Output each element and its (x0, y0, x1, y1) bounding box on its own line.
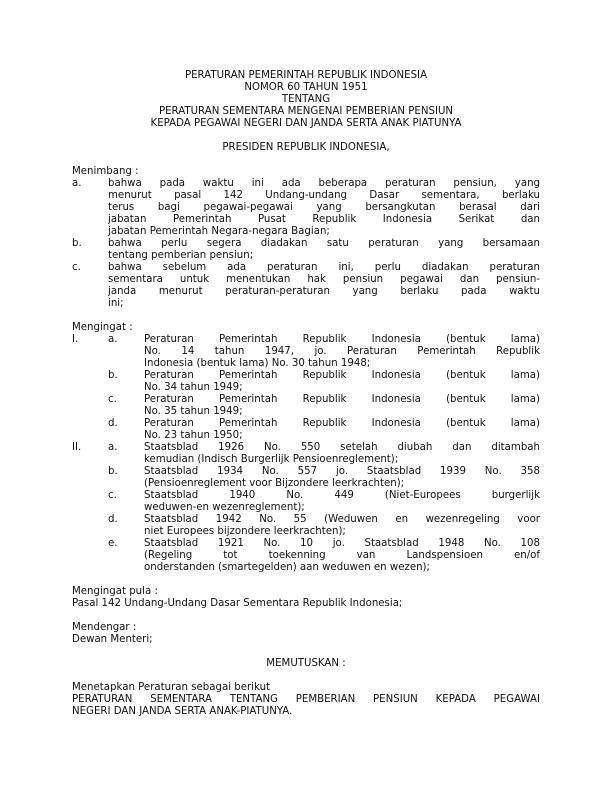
menimbang-item (72, 178, 540, 238)
mengingat-item (72, 538, 540, 574)
mendengar-label: Mendengar : (72, 622, 137, 633)
group-marker (72, 370, 108, 382)
mendengar-text: Dewan Menteri; (72, 634, 153, 645)
group-marker (72, 490, 108, 502)
group-marker (72, 538, 108, 550)
menimbang-label: Menimbang : (72, 166, 139, 177)
item-line: niet Europees bijzondere leerkrachten); (144, 526, 346, 537)
group-marker (72, 466, 108, 478)
item-marker: d. (108, 418, 118, 429)
item-line: onderstanden (smartegelden) aan weduwen en wezen); (144, 562, 430, 573)
item-line: ini; (108, 298, 124, 309)
item-line: janda menurut peraturan-peraturan yang berlaku pada waktu (108, 286, 540, 297)
title-line: PERATURAN SEMENTARA MENGENAI PEMBERIAN PENSIUN (158, 106, 454, 117)
item-line: Staatsblad 1940 No. 449 (Niet-Europees burgerlijk (144, 490, 540, 501)
president-heading: PRESIDEN REPUBLIK INDONESIA, (222, 142, 390, 153)
item-line: Peraturan Pemerintah Republik Indonesia (bentuk lama) (144, 418, 540, 429)
mengingat-item (72, 442, 540, 466)
item-text (144, 442, 540, 466)
item-line: bahwa perlu segera diadakan satu peraturan yang bersamaan (108, 238, 540, 249)
item-line: No. 14 tahun 1947, jo. Peraturan Pemerintah Republik (144, 346, 540, 357)
item-line: No. 34 tahun 1949; (144, 382, 243, 393)
item-marker: b. (108, 370, 118, 381)
item-line: (Regeling tot toekenning van Landspensioen en/of (144, 550, 540, 561)
mengingat-item (72, 490, 540, 514)
item-text (144, 466, 540, 490)
item-marker: c. (72, 262, 81, 273)
item-text (144, 514, 540, 538)
item-line: Staatsblad 1934 No. 557 jo. Staatsblad 1939 No. 358 (144, 466, 540, 477)
item-marker: c. (108, 490, 117, 501)
group-marker (72, 418, 108, 430)
item-line: Indonesia (bentuk lama) No. 30 tahun 1948; (144, 358, 371, 369)
item-marker: e. (108, 538, 118, 549)
mengingat-item (72, 514, 540, 538)
item-text (108, 262, 540, 310)
mengingat-item (72, 394, 540, 418)
item-line: jabatan Pemerintah Pusat Republik Indonesia Serikat dan (108, 214, 540, 225)
mengingat-list (72, 334, 540, 574)
title-line: PERATURAN PEMERINTAH REPUBLIK INDONESIA (184, 70, 428, 81)
item-line: bahwa sebelum ada peraturan ini, perlu diadakan peraturan (108, 262, 540, 273)
item-line: No. 35 tahun 1949; (144, 406, 243, 417)
group-marker (72, 394, 108, 406)
menetapkan-label: Menetapkan Peraturan sebagai berikut (72, 682, 271, 693)
mengingat-item (72, 466, 540, 490)
item-line: menurut pasal 142 Undang-undang Dasar sementara, berlaku (108, 190, 540, 201)
memutuskan-heading: MEMUTUSKAN : (266, 658, 346, 669)
group-marker: I. (72, 334, 79, 345)
item-text (108, 238, 540, 262)
item-line: Staatsblad 1921 No. 10 jo. Staatsblad 1948 No. 108 (144, 538, 540, 549)
item-marker: c. (108, 394, 117, 405)
item-line: (Pensioenreglement voor Bijzondere leerkrachten); (144, 478, 405, 489)
item-line: Peraturan Pemerintah Republik Indonesia (bentuk lama) (144, 334, 540, 345)
item-text (144, 334, 540, 370)
item-line: No. 23 tahun 1950; (144, 430, 243, 441)
document-page (72, 70, 540, 718)
group-marker: II. (72, 442, 82, 453)
item-line: tentang pemberian pensiun; (108, 250, 254, 261)
mengingat-label: Mengingat : (72, 322, 133, 333)
item-line: bahwa pada waktu ini ada beberapa peraturan pensiun, yang (108, 178, 540, 189)
item-marker: a. (72, 178, 82, 189)
item-marker: a. (108, 334, 118, 345)
menimbang-item (72, 238, 540, 262)
item-line: weduwen-en wezenreglement); (144, 502, 305, 513)
item-marker: d. (108, 514, 118, 525)
item-line: sementara untuk menentukan hak pensiun pegawai dan pensiun- (108, 274, 540, 285)
item-line: terus bagi pegawai-pegawai yang bersangkutan berasal dari (108, 202, 540, 213)
title-line: KEPADA PEGAWAI NEGERI DAN JANDA SERTA ANAK PIATUNYA (150, 118, 462, 129)
mengingat-item (72, 334, 540, 370)
item-text (108, 178, 540, 238)
item-line: Staatsblad 1942 No. 55 (Weduwen en wezenregeling voor (144, 514, 540, 525)
title-line: TENTANG (281, 94, 331, 105)
item-line: Staatsblad 1926 No. 550 setelah diubah dan ditambah (144, 442, 540, 453)
menimbang-list (72, 178, 540, 310)
mengingat-pula-label: Mengingat pula : (72, 586, 158, 597)
item-marker: a. (108, 442, 118, 453)
item-line: kemudian (Indisch Burgerlijk Pensioenreglement); (144, 454, 399, 465)
mengingat-item (72, 418, 540, 442)
menetapkan-line: NEGERI DAN JANDA SERTA ANAK-PIATUNYA. (72, 706, 293, 717)
item-text (144, 370, 540, 394)
item-line: Peraturan Pemerintah Republik Indonesia (bentuk lama) (144, 370, 540, 381)
menetapkan-line: PERATURAN SEMENTARA TENTANG PEMBERIAN PENSIUN KEPADA PEGAWAI (72, 694, 540, 705)
item-line: Peraturan Pemerintah Republik Indonesia (bentuk lama) (144, 394, 540, 405)
menimbang-item (72, 262, 540, 310)
item-marker: b. (108, 466, 118, 477)
item-text (144, 418, 540, 442)
document-title (72, 70, 540, 130)
item-marker: b. (72, 238, 82, 249)
item-line: jabatan Pemerintah Negara-negara Bagian; (108, 226, 330, 237)
mengingat-item (72, 370, 540, 394)
group-marker (72, 514, 108, 526)
item-text (144, 490, 540, 514)
mengingat-pula-text: Pasal 142 Undang-Undang Dasar Sementara Republik Indonesia; (72, 598, 403, 609)
title-line: NOMOR 60 TAHUN 1951 (244, 82, 368, 93)
item-text (144, 394, 540, 418)
item-text (144, 538, 540, 574)
